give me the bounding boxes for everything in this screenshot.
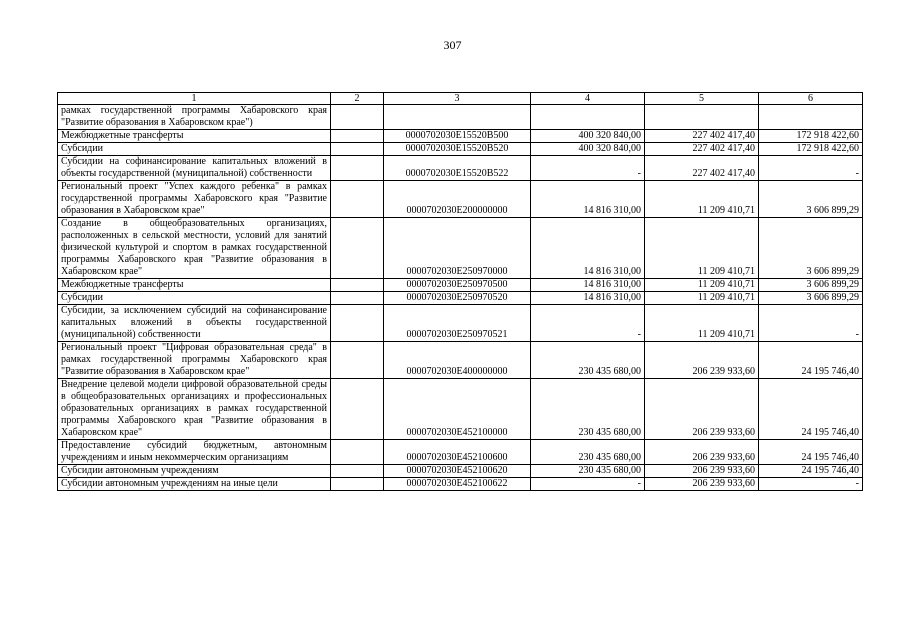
row-value-col5-cell: 227 402 417,40 (645, 156, 759, 181)
row-name-cell: Межбюджетные трансферты (58, 130, 331, 143)
row-value-col6-cell: 3 606 899,29 (759, 218, 863, 279)
row-col2-cell (331, 342, 384, 379)
row-name-cell: Субсидии, за исключением субсидий на софинансирование капитальных вложений в объекты государственной (муниципальной) собственности (58, 305, 331, 342)
table-row (58, 279, 863, 292)
table-row (58, 143, 863, 156)
row-value-col4-cell: 14 816 310,00 (531, 218, 645, 279)
table-row (58, 218, 863, 279)
table-row (58, 342, 863, 379)
row-col2-cell (331, 130, 384, 143)
row-code-cell: 0000702030E250970520 (384, 292, 531, 305)
row-col2-cell (331, 305, 384, 342)
row-code-cell: 0000702030E452100622 (384, 478, 531, 491)
row-code-cell: 0000702030E452100600 (384, 440, 531, 465)
header-col-5: 5 (645, 93, 759, 105)
header-col-2: 2 (331, 93, 384, 105)
row-value-col6-cell: - (759, 156, 863, 181)
row-code-cell (384, 105, 531, 130)
row-value-col4-cell: 230 435 680,00 (531, 465, 645, 478)
row-code-cell: 0000702030E200000000 (384, 181, 531, 218)
row-value-col5-cell: 11 209 410,71 (645, 292, 759, 305)
row-name-cell: Субсидии (58, 292, 331, 305)
table-row (58, 478, 863, 491)
row-value-col6-cell: - (759, 305, 863, 342)
row-name-cell: Субсидии (58, 143, 331, 156)
row-code-cell: 0000702030E250970000 (384, 218, 531, 279)
row-value-col6-cell: 24 195 746,40 (759, 379, 863, 440)
row-value-col4-cell: 14 816 310,00 (531, 181, 645, 218)
row-value-col5-cell: 206 239 933,60 (645, 440, 759, 465)
header-col-1: 1 (58, 93, 331, 105)
row-name-cell: Внедрение целевой модели цифровой образовательной среды в общеобразовательных организациях и профессиональных образовательных организациях в рамках государственной программы Хабаровского края "Развитие образования в Хабаровском крае" (58, 379, 331, 440)
row-value-col5-cell: 206 239 933,60 (645, 379, 759, 440)
row-value-col6-cell (759, 105, 863, 130)
row-name-cell: Предоставление субсидий бюджетным, автономным учреждениям и иным некоммерческим организациям (58, 440, 331, 465)
table-row (58, 105, 863, 130)
table-row (58, 292, 863, 305)
row-value-col5-cell: 11 209 410,71 (645, 305, 759, 342)
row-value-col5-cell (645, 105, 759, 130)
row-value-col6-cell: 172 918 422,60 (759, 143, 863, 156)
row-value-col6-cell: 24 195 746,40 (759, 342, 863, 379)
budget-table (57, 92, 863, 491)
row-value-col5-cell: 227 402 417,40 (645, 130, 759, 143)
row-col2-cell (331, 218, 384, 279)
table-row (58, 305, 863, 342)
header-col-3: 3 (384, 93, 531, 105)
row-code-cell: 0000702030E15520B500 (384, 130, 531, 143)
table-row (58, 130, 863, 143)
row-code-cell: 0000702030E250970500 (384, 279, 531, 292)
row-value-col5-cell: 206 239 933,60 (645, 342, 759, 379)
header-col-6: 6 (759, 93, 863, 105)
row-value-col6-cell: 3 606 899,29 (759, 279, 863, 292)
row-value-col6-cell: 24 195 746,40 (759, 440, 863, 465)
row-value-col5-cell: 227 402 417,40 (645, 143, 759, 156)
row-col2-cell (331, 279, 384, 292)
row-value-col6-cell: 3 606 899,29 (759, 292, 863, 305)
row-code-cell: 0000702030E452100000 (384, 379, 531, 440)
row-value-col5-cell: 11 209 410,71 (645, 279, 759, 292)
row-value-col5-cell: 11 209 410,71 (645, 181, 759, 218)
row-value-col4-cell: - (531, 478, 645, 491)
row-value-col4-cell: 230 435 680,00 (531, 342, 645, 379)
row-name-cell: Региональный проект "Цифровая образовательная среда" в рамках государственной программы Хабаровского края "Развитие образования в Хабаровском крае" (58, 342, 331, 379)
row-col2-cell (331, 143, 384, 156)
row-code-cell: 0000702030E400000000 (384, 342, 531, 379)
row-value-col4-cell: 400 320 840,00 (531, 143, 645, 156)
row-name-cell: Межбюджетные трансферты (58, 279, 331, 292)
table-row (58, 465, 863, 478)
row-value-col4-cell (531, 105, 645, 130)
row-value-col5-cell: 11 209 410,71 (645, 218, 759, 279)
row-value-col4-cell: - (531, 305, 645, 342)
row-code-cell: 0000702030E250970521 (384, 305, 531, 342)
row-value-col5-cell: 206 239 933,60 (645, 478, 759, 491)
row-col2-cell (331, 105, 384, 130)
row-name-cell: Субсидии автономным учреждениям (58, 465, 331, 478)
row-code-cell: 0000702030E452100620 (384, 465, 531, 478)
row-col2-cell (331, 465, 384, 478)
row-value-col6-cell: - (759, 478, 863, 491)
row-value-col4-cell: 230 435 680,00 (531, 440, 645, 465)
row-value-col4-cell: 400 320 840,00 (531, 130, 645, 143)
table-row (58, 156, 863, 181)
table-row (58, 379, 863, 440)
row-col2-cell (331, 379, 384, 440)
row-value-col4-cell: 230 435 680,00 (531, 379, 645, 440)
row-col2-cell (331, 478, 384, 491)
row-value-col4-cell: - (531, 156, 645, 181)
row-col2-cell (331, 181, 384, 218)
table-row (58, 440, 863, 465)
row-value-col4-cell: 14 816 310,00 (531, 279, 645, 292)
row-col2-cell (331, 156, 384, 181)
row-value-col5-cell: 206 239 933,60 (645, 465, 759, 478)
row-name-cell: Региональный проект "Успех каждого ребенка" в рамках государственной программы Хабаровского края "Развитие образования в Хабаровском крае" (58, 181, 331, 218)
row-name-cell: рамках государственной программы Хабаровского края "Развитие образования в Хабаровском крае") (58, 105, 331, 130)
row-col2-cell (331, 440, 384, 465)
row-col2-cell (331, 292, 384, 305)
row-value-col6-cell: 24 195 746,40 (759, 465, 863, 478)
page-number: 307 (443, 38, 462, 52)
row-name-cell: Субсидии на софинансирование капитальных вложений в объекты государственной (муниципальной) собственности (58, 156, 331, 181)
row-name-cell: Создание в общеобразовательных организациях, расположенных в сельской местности, условий для занятий физической культурой и спортом в рамках государственной программы Хабаровского края "Развитие образования в Хабаровском крае" (58, 218, 331, 279)
header-col-4: 4 (531, 93, 645, 105)
row-value-col6-cell: 172 918 422,60 (759, 130, 863, 143)
header-row (58, 93, 863, 105)
row-value-col6-cell: 3 606 899,29 (759, 181, 863, 218)
row-code-cell: 0000702030E15520B520 (384, 143, 531, 156)
table-row (58, 181, 863, 218)
row-value-col4-cell: 14 816 310,00 (531, 292, 645, 305)
row-name-cell: Субсидии автономным учреждениям на иные цели (58, 478, 331, 491)
row-code-cell: 0000702030E15520B522 (384, 156, 531, 181)
